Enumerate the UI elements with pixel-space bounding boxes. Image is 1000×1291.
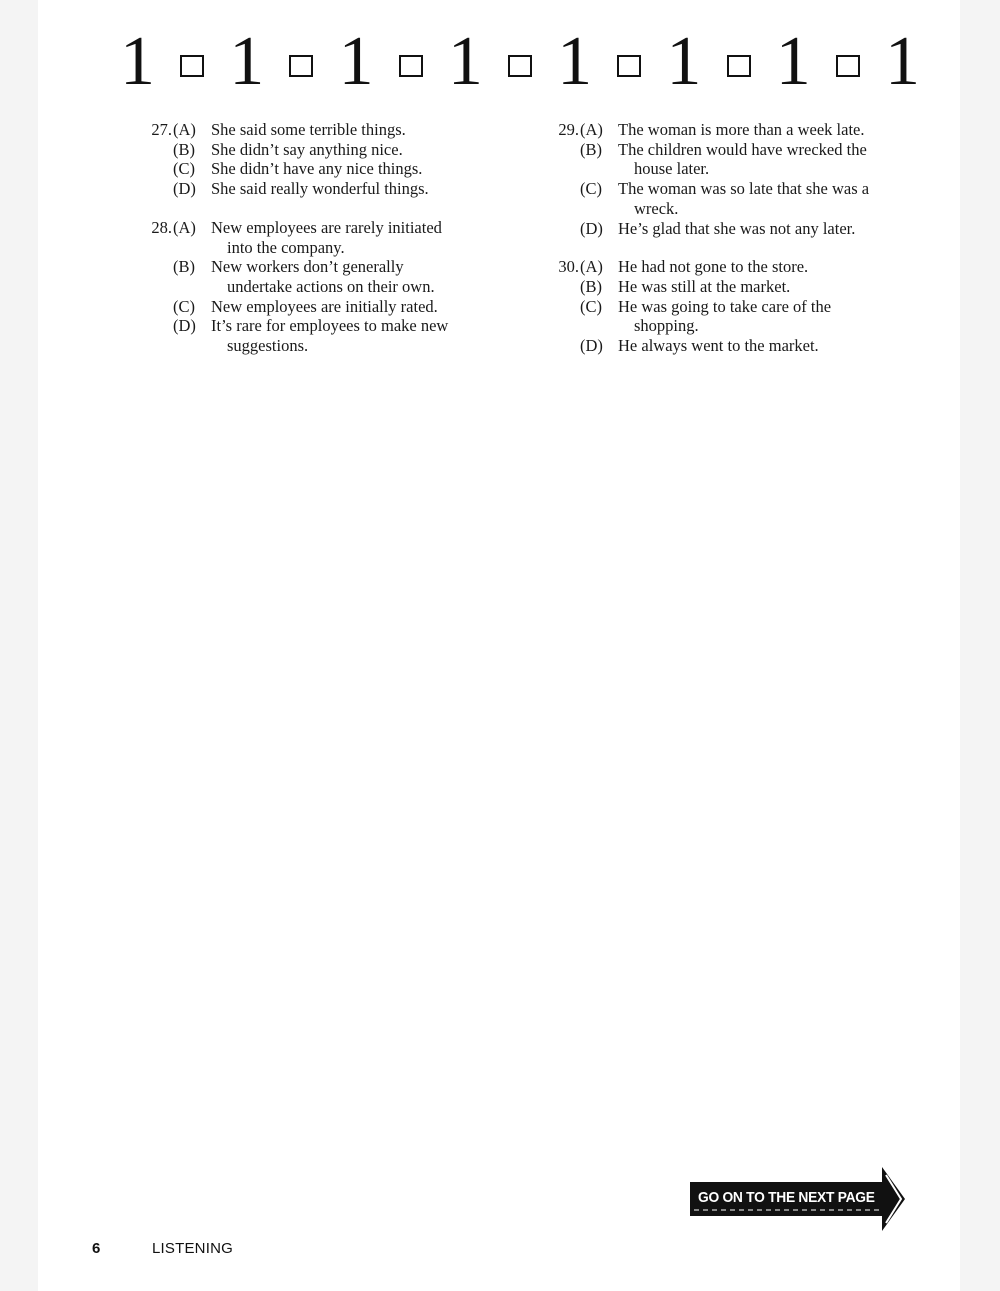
banner-square-icon — [617, 55, 641, 77]
option-text-line: suggestions. — [227, 336, 309, 356]
option-letter: (A) — [173, 217, 196, 237]
option-text-line: New workers don’t generally — [211, 257, 404, 277]
question-number — [539, 140, 580, 179]
answer-option[interactable] — [132, 257, 502, 296]
banner-square-icon — [836, 55, 860, 77]
question-number: 29. — [558, 120, 579, 139]
option-text-line: He’s glad that she was not any later. — [618, 218, 856, 238]
option-text — [618, 257, 919, 277]
answer-option[interactable] — [132, 159, 502, 179]
option-text-line: She didn’t say anything nice. — [211, 139, 403, 159]
banner-digit: 1 — [884, 23, 920, 100]
option-letter: (C) — [580, 179, 602, 199]
questions-column-left — [132, 120, 502, 375]
option-letter: (B) — [173, 257, 195, 277]
option-letter: (A) — [580, 257, 603, 277]
option-letter: (A) — [173, 120, 196, 139]
question-number — [132, 297, 173, 317]
banner-digit: 1 — [229, 23, 265, 100]
section-name: LISTENING — [152, 1240, 233, 1257]
question-number — [539, 336, 580, 356]
option-text-line: He always went to the market. — [618, 336, 819, 356]
option-text — [618, 336, 919, 356]
option-text-line: He was still at the market. — [618, 276, 791, 296]
option-text-line: into the company. — [227, 237, 345, 257]
option-text-line: He had not gone to the store. — [618, 257, 809, 277]
option-text-line: New employees are initially rated. — [211, 296, 438, 316]
question-item — [132, 120, 502, 199]
answer-option[interactable] — [132, 218, 502, 257]
option-text-line: The woman was so late that she was a — [618, 179, 870, 199]
question-number — [132, 257, 173, 296]
answer-option[interactable] — [132, 297, 502, 317]
banner-digit: 1 — [775, 23, 811, 100]
answer-option[interactable] — [539, 219, 919, 239]
option-text — [211, 140, 502, 160]
option-text-line: He was going to take care of the — [618, 296, 832, 316]
answer-option[interactable] — [132, 120, 502, 140]
option-letter: (C) — [580, 296, 602, 316]
option-text-line: The woman is more than a week late. — [618, 120, 865, 139]
question-number — [132, 316, 173, 355]
answer-option[interactable] — [539, 336, 919, 356]
question-number — [539, 179, 580, 218]
answer-option[interactable] — [539, 120, 919, 140]
option-text — [211, 218, 502, 257]
next-page-arrow[interactable] — [690, 1165, 908, 1233]
option-text — [211, 297, 502, 317]
banner-digit: 1 — [447, 23, 483, 100]
option-letter: (C) — [173, 296, 195, 316]
banner-square-icon — [508, 55, 532, 77]
banner-square-icon — [180, 55, 204, 77]
page-margin-right — [960, 0, 1000, 1291]
option-text-line: She said really wonderful things. — [211, 179, 429, 199]
question-number — [539, 277, 580, 297]
banner-digit: 1 — [120, 23, 155, 100]
question-number — [132, 159, 173, 179]
option-text — [618, 140, 919, 179]
question-number — [539, 297, 580, 336]
option-text-line: She said some terrible things. — [211, 120, 406, 139]
option-letter: (C) — [173, 159, 195, 179]
page-number: 6 — [92, 1240, 101, 1257]
question-item — [539, 257, 919, 356]
question-item — [539, 120, 919, 238]
option-text — [618, 277, 919, 297]
option-letter: (D) — [173, 179, 196, 199]
answer-option[interactable] — [539, 257, 919, 277]
option-text-line: She didn’t have any nice things. — [211, 159, 423, 179]
question-number: 28. — [151, 217, 172, 237]
option-text-line: house later. — [634, 159, 710, 179]
option-text — [618, 120, 919, 140]
option-text-line: shopping. — [634, 316, 699, 336]
option-text-line: It’s rare for employees to make new — [211, 316, 449, 336]
answer-option[interactable] — [539, 277, 919, 297]
question-number: 30. — [558, 257, 579, 277]
option-letter: (D) — [580, 218, 603, 238]
option-letter: (D) — [173, 316, 196, 336]
banner-square-icon — [289, 55, 313, 77]
banner-digit: 1 — [666, 23, 702, 100]
banner-square-icon — [727, 55, 751, 77]
option-letter: (A) — [580, 120, 603, 139]
answer-option[interactable] — [132, 316, 502, 355]
option-text-line: undertake actions on their own. — [227, 276, 435, 296]
banner-digit: 1 — [338, 23, 374, 100]
option-text — [211, 179, 502, 199]
answer-option[interactable] — [539, 179, 919, 218]
question-number — [132, 179, 173, 199]
option-text — [211, 316, 502, 355]
option-text — [211, 257, 502, 296]
option-letter: (B) — [580, 139, 602, 159]
answer-option[interactable] — [539, 140, 919, 179]
question-number: 27. — [151, 120, 172, 139]
question-number — [132, 140, 173, 160]
option-letter: (B) — [580, 276, 602, 296]
questions-column-right — [539, 120, 919, 375]
option-text — [618, 297, 919, 336]
section-banner — [120, 23, 920, 100]
option-letter: (B) — [173, 139, 195, 159]
option-text — [618, 219, 919, 239]
banner-digit: 1 — [557, 23, 593, 100]
banner-square-icon — [399, 55, 423, 77]
answer-option[interactable] — [132, 140, 502, 160]
question-number — [539, 219, 580, 239]
next-page-label: GO ON TO THE NEXT PAGE — [698, 1189, 875, 1206]
option-text — [211, 120, 502, 140]
option-text — [211, 159, 502, 179]
option-text-line: New employees are rarely initiated — [211, 217, 442, 237]
page-margin-left — [0, 0, 38, 1291]
question-item — [132, 218, 502, 356]
option-text-line: The children would have wrecked the — [618, 139, 867, 159]
answer-option[interactable] — [132, 179, 502, 199]
answer-option[interactable] — [539, 297, 919, 336]
option-text — [618, 179, 919, 218]
option-letter: (D) — [580, 336, 603, 356]
page-footer — [92, 1240, 233, 1257]
option-text-line: wreck. — [634, 198, 679, 218]
